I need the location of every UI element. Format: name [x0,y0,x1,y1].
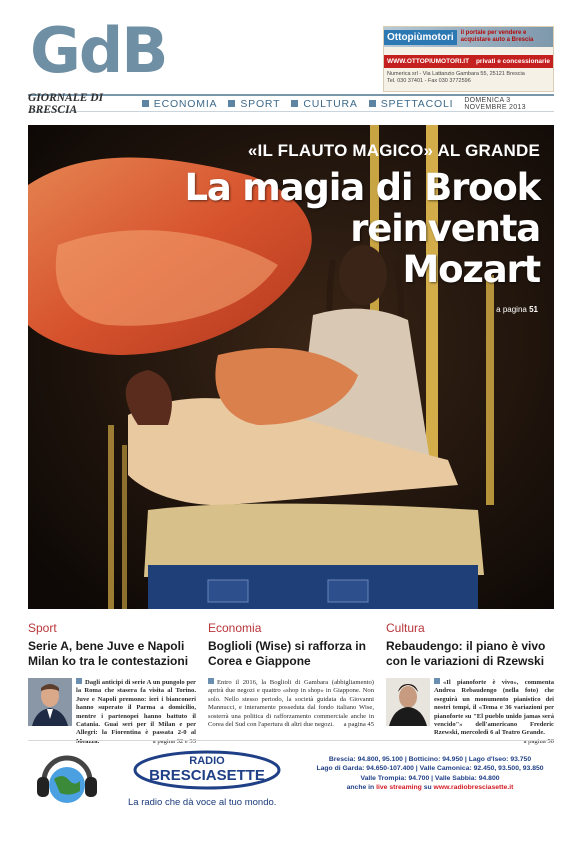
section-nav [28,91,554,116]
pianist-portrait [386,678,430,726]
ad-address: Numerica srl - Via Lattanzio Gambara 55, 25121 Brescia Tel. 030 37401 - Fax 030 3772596 [387,71,525,84]
radio-bresciasette-logo [133,748,281,790]
cover-kicker: «IL FLAUTO MAGICO» AL GRANDE [247,141,540,160]
teaser-body: «Il pianoforte è vivo», commenta Andrea Rebaudengo (nella foto) che eseguirà un monumento pianistico dei nostri tempi, il «Tema e 36 variazioni per pianoforte su "El pueblo unido jamas será vencido"» dell'americano Frederic Rzewski, mercoledì 6 al Teatro Grande. a pagina 50 [434,679,554,745]
ad-header [384,27,553,47]
teaser-title[interactable]: Rebaudengo: il piano è vivo con le variazioni di Rzewski [386,639,546,668]
issue-date: DOMENICA 3 NOVEMBRE 2013 [464,96,526,111]
teaser-title[interactable]: Boglioli (Wise) si rafforza in Corea e Giappone [208,639,366,668]
teaser-page-ref[interactable]: a pagina 45 [343,721,374,729]
teaser-bullet-icon [434,678,440,684]
teaser-body: Entro il 2016, la Boglioli di Gambara (abbigliamento) aprirà due negozi e quattro «shop in shop» in Giappone. Non solo. Nello stesso periodo, la società guidata da Giovanni Mannucci, e interamente posseduta dal fondo italiano Wise, sosterrà una politica di rafforzamento commerciale anche in Corea del Sud con l'apertura di altri due negozi. a pagina 45 [208,679,374,729]
ad-url-tag: privati e concessionarie [475,58,550,65]
teaser-category: Economia [208,621,262,635]
radio-streaming[interactable]: anche in live streaming su www.radiobresciasette.it [346,784,514,792]
nav-bullet-icon [369,100,376,107]
nav-cultura[interactable]: CULTURA [291,98,357,110]
teaser-sport[interactable] [28,621,196,745]
teaser-bullet-icon [76,678,82,684]
teaser-body: Dagli anticipi di serie A un pungolo per la Roma che stasera fa visita al Torino. Juve e Napoli premono: ieri i bianconeri hanno superato il Parma a domicilio, mentre i partenopei hanno battuto il Catania. Guai seri per il Milan e per Allegri: la Fiorentina è passata 2-0 al Meazza. a pagina 32 e 33 [76,679,196,745]
teaser-cultura[interactable] [386,621,554,745]
radio-name-line2: BRESCIASETTE [149,767,265,784]
gdb-logo[interactable]: GdB [30,14,167,87]
coach-portrait [28,678,72,726]
cover-story[interactable] [28,125,554,609]
teaser-photo [28,678,72,726]
teaser-page-ref[interactable]: a pagina 50 [523,737,554,745]
nav-economia[interactable]: ECONOMIA [142,98,218,110]
nav-bullet-icon [291,100,298,107]
radio-advertisement[interactable] [28,737,554,814]
cover-headline[interactable]: La magia di Brook reinventa Mozart [184,166,540,291]
nav-spettacoli[interactable]: SPETTACOLI [369,98,454,110]
ad-brand: Ottopiùmotori [384,30,457,45]
ad-tagline: il portale per vendere e acquistare auto a Brescia [460,30,534,43]
masthead [28,14,554,116]
teaser-title[interactable]: Serie A, bene Juve e Napoli Milan ko tra le contestazioni [28,639,189,668]
teaser-photo [386,678,430,726]
radio-frequencies: Brescia: 94.800, 95.100 | Botticino: 94.950 | Lago d'Iseo: 93.750 Lago di Garda: 94.650-107.400 | Valle Camonica: 92.450, 93.500, 93.850 Valle Trompia: 94.700 | Valle Sabbia: 94.800 anche in live streaming su www.radiobresciasette.it [316,756,544,792]
nav-bullet-icon [228,100,235,107]
teaser-bullet-icon [208,678,214,684]
headphones-globe-icon [32,743,102,813]
ad-url: WWW.OTTOPIUMOTORI.IT [387,58,470,65]
teaser-economia[interactable] [208,621,374,729]
nav-bullet-icon [142,100,149,107]
teaser-category: Sport [28,621,57,635]
radio-name-line1: RADIO [189,755,225,767]
top-advertisement[interactable] [383,26,554,92]
paper-name: GIORNALE DI BRESCIA [28,91,104,116]
ad-url-strip [384,55,553,68]
teaser-category: Cultura [386,621,425,635]
radio-claim: La radio che dà voce al tuo mondo. [128,797,277,808]
cover-page-ref[interactable]: a pagina 51 [496,305,538,314]
teaser-page-ref[interactable]: a pagina 32 e 33 [152,737,196,745]
teaser-row [28,621,554,745]
nav-sport[interactable]: SPORT [228,98,280,110]
